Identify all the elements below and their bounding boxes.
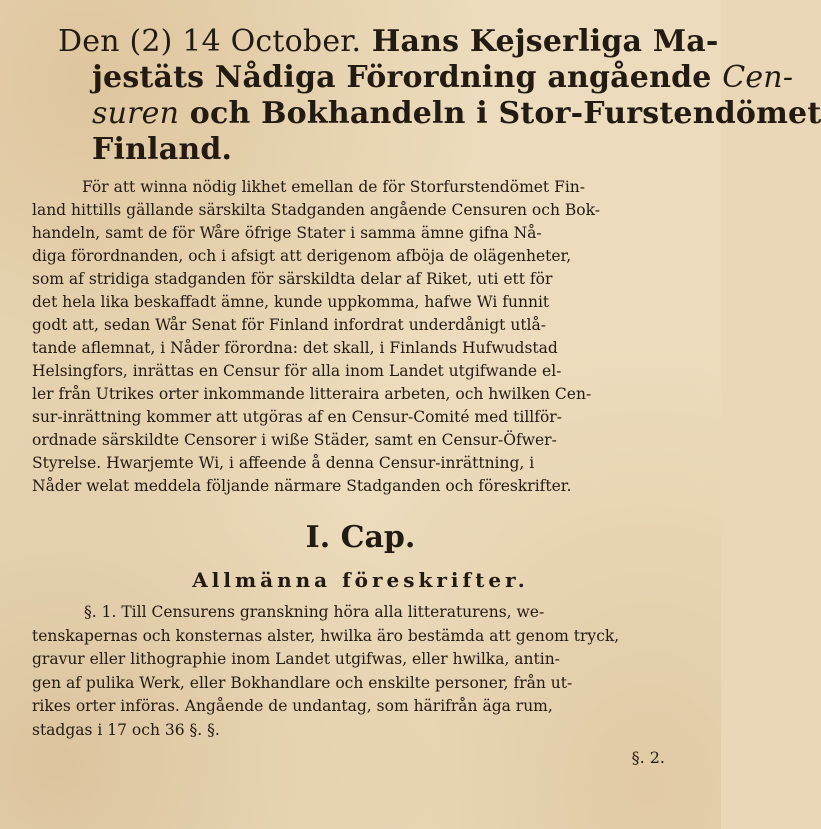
ordinance-heading — [58, 24, 821, 168]
text-line: land hittills gällande särskilta Stadganden angående Censuren och Bok- — [32, 201, 600, 219]
text-line: handeln, samt de för Wåre öfrige Stater i samma ämne gifna Nå- — [32, 224, 542, 242]
text-line: För att winna nödig likhet emellan de för Storfurstendömet Fin- — [82, 178, 586, 196]
text-line: rikes orter införas. Angående de undantag, som härifrån äga rum, — [32, 697, 553, 715]
heading-date: Den (2) 14 October. — [58, 24, 362, 59]
text-line: stadgas i 17 och 36 §. §. — [32, 720, 220, 739]
heading-title-start: Hans Kejserliga Ma- — [371, 24, 719, 59]
heading-line-1 — [58, 24, 719, 60]
text-line: gravur eller lithographie inom Landet utgifwas, eller hwilka, antin- — [32, 650, 560, 668]
heading-line-2 — [58, 60, 794, 96]
text-line: Nåder welat meddela följande närmare Stadganden och föreskrifter. — [32, 477, 572, 495]
heading-text: jestäts Nådiga Förordning angående — [92, 60, 712, 95]
heading-line-3 — [58, 96, 821, 132]
text-line: det hela lika beskaffadt ämne, kunde uppkomma, hafwe Wi funnit — [32, 293, 550, 311]
heading-italic-text: suren — [92, 96, 180, 131]
heading-text: och Bokhandeln i Stor-Furstendömet — [189, 96, 821, 131]
chapter-title: I. Cap. — [305, 520, 416, 555]
text-line: tande aflemnat, i Nåder förordna: det skall, i Finlands Hufwudstad — [32, 339, 558, 357]
preamble-paragraph — [32, 176, 692, 498]
heading-line-4: Finland. — [92, 132, 233, 167]
text-line: som af stridiga stadganden för särskildta delar af Riket, uti ett för — [32, 270, 553, 288]
text-line: Helsingfors, inrättas en Censur för alla inom Landet utgifwande el- — [32, 362, 562, 380]
text-line: ordnade särskildte Censorer i wiße Städer, samt en Censur-Öfwer- — [32, 431, 557, 449]
heading-italic-text: Cen- — [722, 60, 794, 95]
section-1-paragraph — [32, 601, 692, 742]
chapter-subtitle: Allmänna föreskrifter. — [192, 568, 529, 592]
text-line: §. 1. Till Censurens granskning höra alla litteraturens, we- — [84, 603, 545, 621]
text-line: diga förordnanden, och i afsigt att derigenom afböja de olägenheter, — [32, 247, 572, 265]
catchword: §. 2. — [631, 748, 665, 767]
text-line: Styrelse. Hwarjemte Wi, i affeende å denna Censur-inrättning, i — [32, 454, 535, 472]
text-line: ler från Utrikes orter inkommande litteraira arbeten, och hwilken Cen- — [32, 385, 592, 403]
text-line: sur-inrättning kommer att utgöras af en Censur-Comité med tillför- — [32, 408, 562, 426]
text-line: gen af pulika Werk, eller Bokhandlare och enskilte personer, från ut- — [32, 673, 573, 692]
text-line: tenskapernas och konsternas alster, hwilka äro bestämda att genom tryck, — [32, 626, 620, 645]
text-line: godt att, sedan Wår Senat för Finland infordrat underdånigt utlå- — [32, 316, 546, 334]
